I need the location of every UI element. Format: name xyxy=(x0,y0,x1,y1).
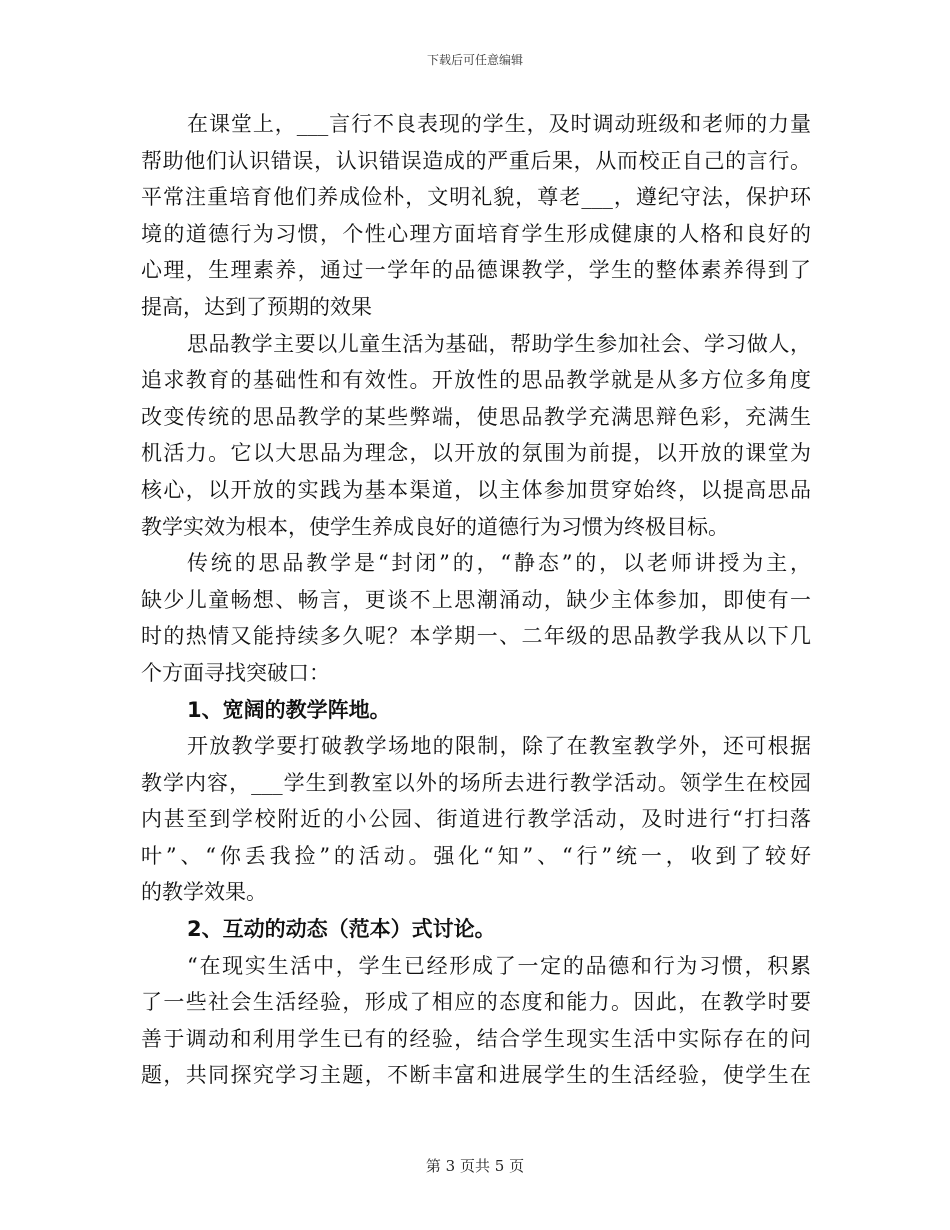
section-heading xyxy=(141,911,811,948)
page-number: 第 3 页共 5 页 xyxy=(425,1157,525,1175)
text-line: 教学实效为根本，使学生养成良好的道德行为习惯为终极目标。 xyxy=(141,514,729,539)
text-line: 提高，达到了预期的效果 xyxy=(141,294,372,319)
document-body xyxy=(141,106,811,1094)
page-header: 下载后可任意编辑 xyxy=(426,53,523,67)
paragraph xyxy=(141,106,811,326)
text-line: 题，共同探究学习主题，不断丰富和进展学生的生活经验，使学生在 xyxy=(141,1063,811,1088)
heading-text: 2、互动的动态（范本）式讨论。 xyxy=(187,917,496,942)
text-line: 改变传统的思品教学的某些弊端，使思品教学充满思辩色彩，充满生 xyxy=(141,404,811,429)
heading-text: 1、宽阔的教学阵地。 xyxy=(187,697,391,722)
section-heading xyxy=(141,692,811,729)
text-line: 个方面寻找突破口： xyxy=(141,660,330,685)
text-line: 境的道德行为习惯，个性心理方面培育学生形成健康的人格和良好的 xyxy=(141,221,811,246)
text-line: 时的热情又能持续多久呢？本学期一、二年级的思品教学我从以下几 xyxy=(141,624,811,649)
text-line: 教学内容，___学生到教室以外的场所去进行教学活动。领学生在校园 xyxy=(141,770,811,795)
text-line: 帮助他们认识错误，认识错误造成的严重后果，从而校正自己的言行。 xyxy=(141,148,811,173)
text-line: 平常注重培育他们养成俭朴，文明礼貌，尊老___，遵纪守法，保护环 xyxy=(141,185,811,210)
text-line: 机活力。它以大思品为理念，以开放的氛围为前提，以开放的课堂为 xyxy=(141,441,811,466)
paragraph xyxy=(141,948,811,1094)
text-line: 传统的思品教学是“封闭”的，“静态”的，以老师讲授为主， xyxy=(187,551,811,576)
text-line: 叶”、“你丢我捡”的活动。强化“知”、“行”统一，收到了较好 xyxy=(141,843,811,868)
text-line: 内甚至到学校附近的小公园、街道进行教学活动，及时进行“打扫落 xyxy=(141,807,811,832)
text-line: 开放教学要打破教学场地的限制，除了在教室教学外，还可根据 xyxy=(187,734,811,759)
text-line: 追求教育的基础性和有效性。开放性的思品教学就是从多方位多角度 xyxy=(141,368,811,393)
text-line: 善于调动和利用学生已有的经验，结合学生现实生活中实际存在的问 xyxy=(141,1026,811,1051)
paragraph xyxy=(141,326,811,546)
text-line: 缺少儿童畅想、畅言，更谈不上思潮涌动，缺少主体参加，即使有一 xyxy=(141,587,811,612)
text-line: 在课堂上，___言行不良表现的学生，及时调动班级和老师的力量 xyxy=(187,112,811,136)
text-line: 了一些社会生活经验，形成了相应的态度和能力。因此，在教学时要 xyxy=(141,990,811,1015)
paragraph xyxy=(141,545,811,691)
paragraph xyxy=(141,728,811,911)
text-line: “在现实生活中，学生已经形成了一定的品德和行为习惯，积累 xyxy=(187,953,811,978)
text-line: 核心，以开放的实践为基本渠道，以主体参加贯穿始终，以提高思品 xyxy=(141,477,811,502)
text-line: 思品教学主要以儿童生活为基础，帮助学生参加社会、学习做人， xyxy=(187,331,811,356)
text-line: 心理，生理素养，通过一学年的品德课教学，学生的整体素养得到了 xyxy=(141,258,811,283)
text-line: 的教学效果。 xyxy=(141,880,267,905)
